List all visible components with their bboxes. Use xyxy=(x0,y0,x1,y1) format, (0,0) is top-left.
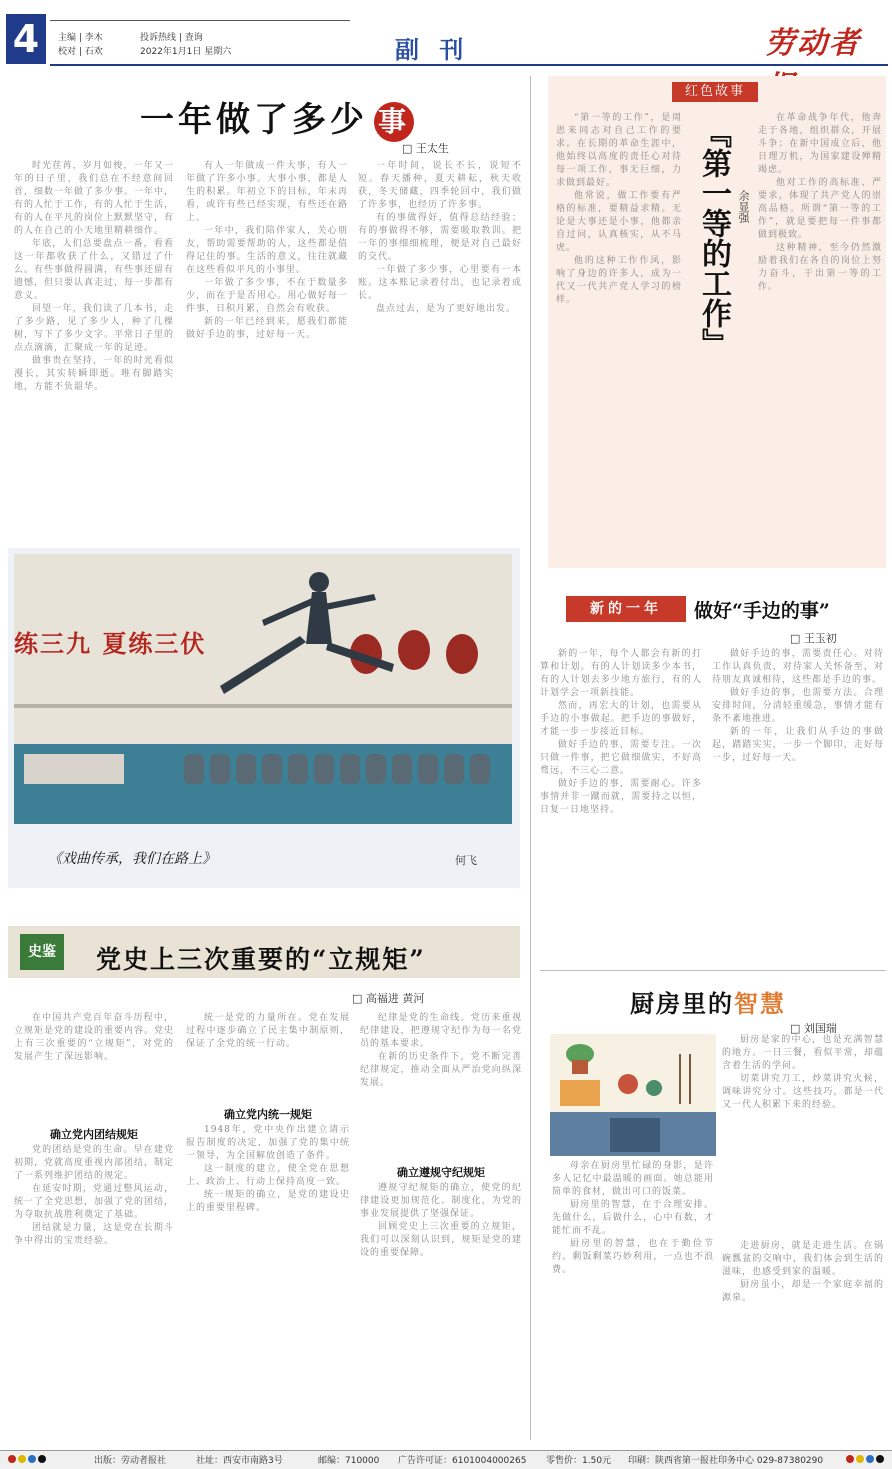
footer-address: 社址：西安市南路3号 xyxy=(196,1456,283,1466)
kitchen-col-left: 母亲在厨房里忙碌的身影，是许多人记忆中最温暖的画面。她总能用简单的食材，做出可口的饭菜。 厨房里的智慧，在于合理安排。先做什么，后做什么，心中有数，才能忙而不乱。 厨房里的智慧，也在于勤俭节约。剩饭剩菜巧妙利用，一点也不浪费。 xyxy=(552,1161,714,1275)
footer-ad-license: 广告许可证：6101004000265 xyxy=(398,1456,527,1466)
red-story-col-2: 在革命战争年代，他奔走于各地，组织群众，开展斗争；在新中国成立后，他日理万机，为国家建设殚精竭虑。 他对工作的高标准、严要求，体现了共产党人的崇高品格。所谓“第一等的工作”，就是要把每一件事都做到极致。 这种精神，至今仍然激励着我们在各自的岗位上努力奋斗，干出第一等的工作。 xyxy=(758,113,882,292)
new-year-title: 做好“手边的事” xyxy=(694,600,830,622)
history-subhead-1: 确立党内团结规矩 xyxy=(50,1128,138,1141)
article1-col-1: 时光荏苒，岁月如梭，一年又一年的日子里，我们总在不经意间回首，细数一年做了多少事。一年中，有的人忙于工作，有的人忙于生活，有的人在平凡的岗位上默默坚守，有的人在自己的小天地里精耕细作。 年底，人们总要盘点一番，看看这一年都收获了什么，又错过了什么。有些事做得圆满，有些事还留有遗憾，但只要认真走过，每一步都有意义。 回望一年，我们读了几本书，走了多少路，见了多少人，种了几棵树，写下了多少文字。平常日子里的点点滴滴，汇聚成一年的足迹。 做事贵在坚持，一年的时光看似漫长，其实转瞬即逝。唯有脚踏实地，方能不负韶华。 xyxy=(14,161,174,392)
kitchen-title-em: 智慧 xyxy=(734,989,786,1018)
kitchen-col-right-bottom: 走进厨房，就是走进生活。在锅碗瓢盆的交响中，我们体会到生活的滋味，也感受到家的温暖。 厨房虽小，却是一个家庭幸福的源泉。 xyxy=(722,1241,884,1303)
section-divider-right xyxy=(540,970,886,971)
photo-credit: 何飞 xyxy=(455,854,477,867)
page-number: 4 xyxy=(6,14,46,64)
section-title: 副 刊 xyxy=(395,35,470,64)
footer-printer: 印刷：陕西省第一报社印务中心 029-87380290 xyxy=(628,1456,824,1466)
new-year-col-2: 做好手边的事，需要责任心。对待工作认真负责，对待家人关怀备至，对待朋友真诚相待，这些都是手边的事。 做好手边的事，也需要方法。合理安排时间，分清轻重缓急，事情才能有条不紊地推进。 新的一年，让我们从手边的事做起，踏踏实实，一步一个脚印，走好每一步，过好每一天。 xyxy=(712,649,884,763)
red-story-col-1: “第一等的工作”，是周恩来同志对自己工作的要求。在长期的革命生涯中，他始终以高度的责任心对待每一项工作，事无巨细，力求做到最好。 他常说，做工作要有严格的标准，要精益求精。无论是大事还是小事，他都亲自过问，认真核实，从不马虎。 他的这种工作作风，影响了身边的许多人，成为一代又一代共产党人学习的榜样。 xyxy=(556,113,682,305)
article1-col-2: 有人一年做成一件大事，有人一年做了许多小事。大事小事，都是人生的积累。年初立下的目标，年末再看，或许有些已经实现，有些还在路上。 一年中，我们陪伴家人，关心朋友，帮助需要帮助的人，这些都是值得记住的事。生活的意义，往往就藏在这些看似平凡的小事里。 一年做了多少事，不在于数量多少，而在于是否用心。用心做好每一件事，日积月累，自然会有收获。 新的一年已经到来，愿我们都能做好手边的事，过好每一天。 xyxy=(186,161,348,340)
footer-price: 零售价：1.50元 xyxy=(546,1456,612,1466)
new-year-col-1: 新的一年，每个人都会有新的打算和计划。有的人计划读多少本书，有的人计划去多少地方旅行，有的人计划学会一项新技能。 然而，再宏大的计划，也需要从手边的小事做起。把手边的事做好，才能一步一步接近目标。 做好手边的事，需要专注。一次只做一件事，把它做细做实，不好高骛远，不三心二意。 做好手边的事，需要耐心。许多事情并非一蹴而就，需要持之以恒，日复一日地坚持。 xyxy=(540,649,702,815)
red-story-title: 『第一等的工作』 xyxy=(696,118,731,358)
history-subhead-2: 确立党内统一规矩 xyxy=(224,1108,312,1121)
header-rule xyxy=(50,64,888,66)
footer-postcode: 邮编：710000 xyxy=(318,1456,380,1466)
photo-caption: 《戏曲传承，我们在路上》 xyxy=(48,851,216,867)
color-dot-black xyxy=(38,1455,46,1463)
history-col-3: 遵规守纪规矩的确立，使党的纪律建设更加规范化、制度化，为党的事业发展提供了坚强保证。 回顾党史上三次重要的立规矩，我们可以深刻认识到，规矩是党的建设的重要保障。 xyxy=(360,1183,522,1258)
footer-publisher: 出版：劳动者报社 xyxy=(94,1456,167,1466)
article1-author: □ 王太生 xyxy=(402,140,449,156)
column-divider xyxy=(530,76,531,1440)
kitchen-illustration-svg xyxy=(550,1034,716,1156)
new-year-author: □ 王玉初 xyxy=(790,630,837,646)
color-dot-blue xyxy=(28,1455,36,1463)
history-tag: 史鉴 xyxy=(20,934,64,970)
kitchen-illustration xyxy=(550,1034,716,1156)
kitchen-author: □ 刘国瑞 xyxy=(790,1020,837,1036)
photo-wall-slogan: 练三九 夏练三伏 xyxy=(14,629,207,658)
opera-training-photo xyxy=(14,554,512,824)
proof-line: 校对 | 石欢 xyxy=(58,47,103,57)
history-author: □ 高福进 黄河 xyxy=(352,990,424,1006)
red-story-tag: 红色故事 xyxy=(672,82,758,102)
kitchen-col-right-top: 厨房是家的中心，也是充满智慧的地方。一日三餐，看似平常，却蕴含着生活的学问。 切菜讲究刀工，炒菜讲究火候，调味讲究分寸。这些技巧，都是一代又一代人积累下来的经验。 xyxy=(722,1035,884,1110)
editor-line: 主编 | 李木 xyxy=(58,33,103,43)
red-story-author: 余显强 xyxy=(737,190,750,223)
date-line: 2022年1月1日 星期六 xyxy=(140,47,232,57)
article1-col-3: 一年时间，说长不长，说短不短。春天播种，夏天耕耘，秋天收获，冬天储藏，四季轮回中，我们做了许多事，也经历了许多事。 有的事做得好，值得总结经验；有的事做得不够，需要吸取教训。把一年的事细细梳理，便是对自己最好的交代。 一年做了多少事，心里要有一本账。这本账记录着付出，也记录着成长。 盘点过去，是为了更好地出发。 xyxy=(358,161,522,314)
article1-title-badge: 事 xyxy=(374,102,414,142)
masthead-logo: 劳动者 xyxy=(765,26,861,61)
history-col-2-intro: 统一是党的力量所在。党在发展过程中逐步确立了民主集中制原则，保证了全党的统一行动。 xyxy=(186,1013,350,1049)
color-dot-red-right xyxy=(846,1455,854,1463)
kitchen-title xyxy=(630,984,786,1019)
edition-line: 投诉热线 | 查询 xyxy=(140,33,203,43)
color-dot-black-right xyxy=(876,1455,884,1463)
header-rule-top xyxy=(50,20,350,21)
history-title: 党史上三次重要的“立规矩” xyxy=(96,945,426,974)
color-dot-yellow-right xyxy=(856,1455,864,1463)
history-col-3-intro: 纪律是党的生命线。党历来重视纪律建设，把遵规守纪作为每一名党员的基本要求。 在新的历史条件下，党不断完善纪律规定，推动全面从严治党向纵深发展。 xyxy=(360,1013,522,1088)
kitchen-title-main: 厨房里的 xyxy=(630,989,734,1018)
color-dot-red xyxy=(8,1455,16,1463)
color-dot-blue-right xyxy=(866,1455,874,1463)
new-year-badge: 新的一年 xyxy=(566,596,686,622)
history-col-1-intro: 在中国共产党百年奋斗历程中，立规矩是党的建设的重要内容。党史上有三次重要的“立规矩”，对党的发展产生了深远影响。 xyxy=(14,1013,174,1062)
history-col-1: 党的团结是党的生命。早在建党初期，党就高度重视内部团结，制定了一系列维护团结的规定。 在延安时期，党通过整风运动，统一了全党思想，加强了党的团结，为夺取抗战胜利奠定了基础。 团结就是力量，这是党在长期斗争中得出的宝贵经验。 xyxy=(14,1145,174,1246)
photo-illustration xyxy=(14,554,512,824)
article1-title xyxy=(140,92,414,142)
article1-title-text: 一年做了多少 xyxy=(140,100,368,140)
color-dot-yellow xyxy=(18,1455,26,1463)
history-col-2: 1948年，党中央作出建立请示报告制度的决定，加强了党的集中统一领导，为全国解放创造了条件。 这一制度的建立，使全党在思想上、政治上、行动上保持高度一致。 统一规矩的确立，是党的建设史上的重要里程碑。 xyxy=(186,1125,350,1213)
history-subhead-3: 确立遵规守纪规矩 xyxy=(397,1166,485,1179)
